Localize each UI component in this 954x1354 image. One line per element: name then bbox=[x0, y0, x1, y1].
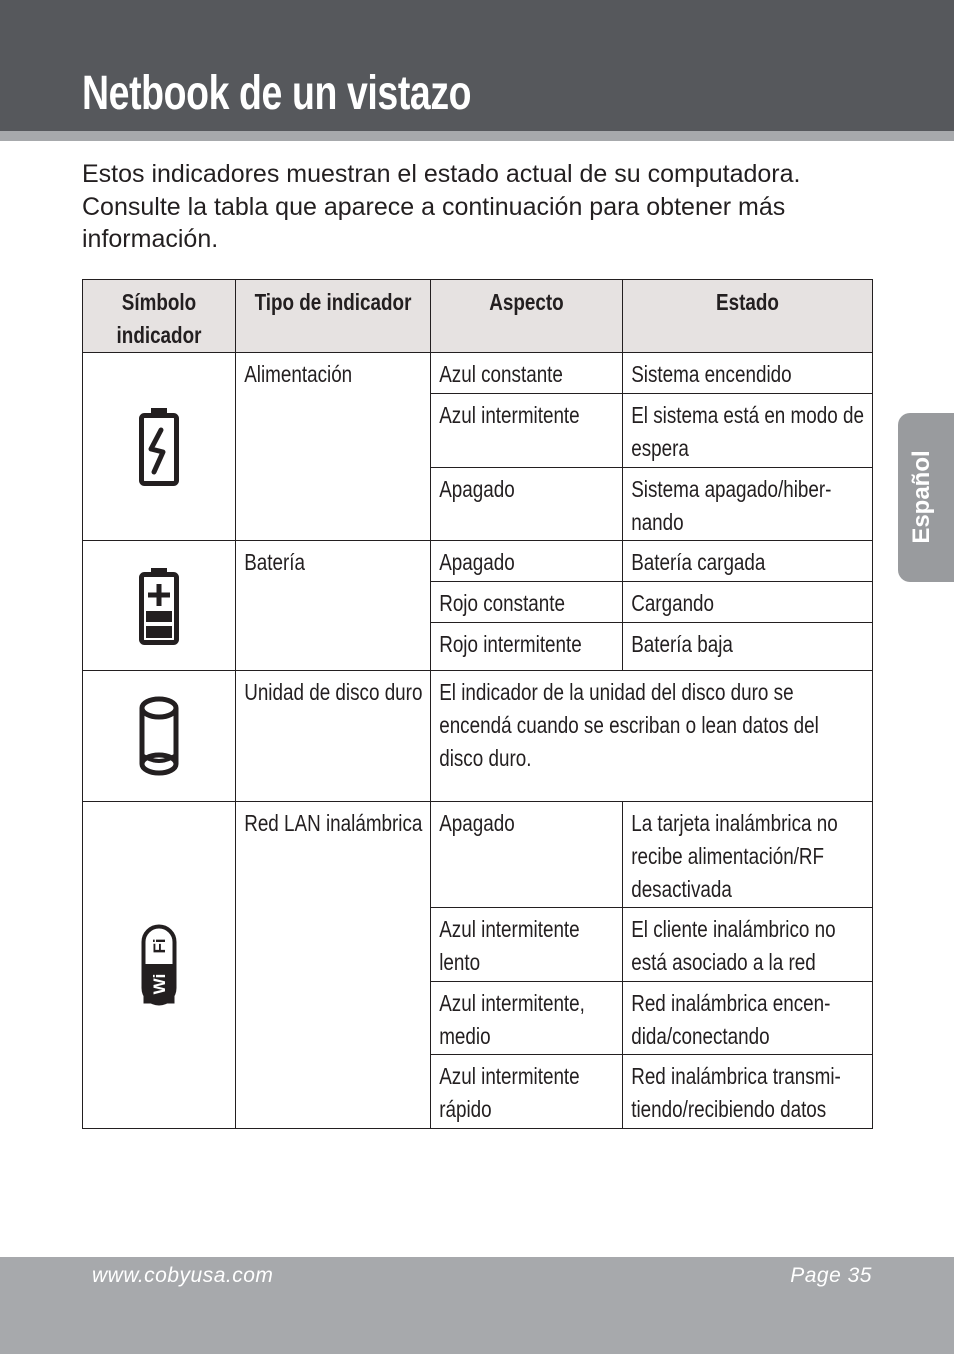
wifi-status-4: Red inalámbrica transmi-tiendo/recibiendo datos bbox=[631, 1063, 841, 1122]
power-type-label: Alimentación bbox=[244, 361, 353, 387]
battery-icon bbox=[137, 566, 181, 646]
header-appearance-label: Aspecto bbox=[489, 289, 564, 315]
wifi-appearance-3: Azul intermitente, medio bbox=[439, 990, 585, 1049]
hard-disk-icon bbox=[137, 695, 181, 777]
wifi-appearance-2: Azul intermitente lento bbox=[439, 916, 580, 975]
table-cell bbox=[623, 802, 873, 908]
battery-status-1: Batería cargada bbox=[631, 549, 766, 575]
header-stripe bbox=[0, 131, 954, 141]
power-appearance-1: Azul constante bbox=[439, 361, 563, 387]
battery-type-label: Batería bbox=[244, 549, 306, 575]
power-appearance-2: Azul intermitente bbox=[439, 402, 580, 428]
footer-url: www.cobyusa.com bbox=[92, 1264, 274, 1287]
wifi-status-1: La tarjeta inalámbrica no recibe alimentación/RF desactivada bbox=[631, 810, 838, 902]
table-cell bbox=[623, 908, 873, 982]
battery-type-cell bbox=[236, 541, 431, 671]
table-row bbox=[83, 671, 873, 802]
table-cell bbox=[623, 541, 873, 582]
battery-appearance-3: Rojo intermitente bbox=[439, 631, 582, 657]
table-cell bbox=[431, 353, 623, 394]
header-status bbox=[623, 280, 873, 353]
battery-status-2: Cargando bbox=[631, 590, 715, 616]
page-title: Netbook de un vistazo bbox=[82, 67, 472, 120]
header-symbol-line2: indicador bbox=[116, 322, 202, 348]
table-cell bbox=[431, 541, 623, 582]
power-status-2: El sistema está en modo de espera bbox=[631, 402, 864, 461]
power-status-1: Sistema encendido bbox=[631, 361, 792, 387]
power-status-3: Sistema apagado/hiber-nando bbox=[631, 476, 832, 535]
header-type-label: Tipo de indicador bbox=[254, 289, 412, 315]
power-type-cell bbox=[236, 353, 431, 541]
table-cell bbox=[431, 394, 623, 468]
power-icon bbox=[137, 406, 181, 488]
header-type bbox=[236, 280, 431, 353]
table-cell bbox=[431, 582, 623, 623]
hard-disk-type-label: Unidad de disco duro bbox=[244, 679, 423, 705]
indicator-table bbox=[82, 279, 873, 1129]
header-status-label: Estado bbox=[716, 289, 779, 315]
hard-disk-type-cell bbox=[236, 671, 431, 802]
wifi-type-cell bbox=[236, 802, 431, 1129]
header-symbol bbox=[83, 280, 236, 353]
wifi-icon-cell bbox=[83, 802, 236, 1129]
header-appearance bbox=[431, 280, 623, 353]
hard-disk-icon-cell bbox=[83, 671, 236, 802]
header-symbol-line1: Símbolo bbox=[121, 289, 197, 315]
table-cell bbox=[431, 908, 623, 982]
intro-paragraph: Estos indicadores muestran el estado actual de su computadora. Consulte la tabla que aparece a continuación para obtener más información. bbox=[82, 160, 801, 253]
wifi-icon bbox=[141, 924, 177, 1006]
table-cell bbox=[623, 394, 873, 468]
table-cell bbox=[623, 1055, 873, 1129]
wifi-appearance-1: Apagado bbox=[439, 810, 515, 836]
power-icon-cell bbox=[83, 353, 236, 541]
table-header-row bbox=[83, 280, 873, 353]
table-cell bbox=[431, 982, 623, 1055]
battery-icon-cell bbox=[83, 541, 236, 671]
wifi-status-2: El cliente inalámbrico no está asociado a la red bbox=[631, 916, 836, 975]
table-cell bbox=[431, 623, 623, 671]
table-cell bbox=[623, 582, 873, 623]
table-cell bbox=[623, 982, 873, 1055]
wifi-icon-wi: Wi bbox=[150, 973, 169, 995]
wifi-type-label: Red LAN inalámbrica bbox=[244, 810, 423, 836]
table-cell bbox=[431, 468, 623, 541]
wifi-appearance-4: Azul intermitente rápido bbox=[439, 1063, 580, 1122]
table-cell bbox=[623, 353, 873, 394]
table-row bbox=[83, 802, 873, 908]
table-row bbox=[83, 541, 873, 582]
table-cell bbox=[623, 623, 873, 671]
battery-appearance-1: Apagado bbox=[439, 549, 515, 575]
language-tab-label: Español bbox=[908, 450, 935, 544]
battery-appearance-2: Rojo constante bbox=[439, 590, 566, 616]
table-row bbox=[83, 353, 873, 394]
table-cell bbox=[623, 468, 873, 541]
hard-disk-description-cell bbox=[431, 671, 873, 802]
table-cell bbox=[431, 802, 623, 908]
power-appearance-3: Apagado bbox=[439, 476, 515, 502]
battery-status-3: Batería baja bbox=[631, 631, 733, 657]
table-cell bbox=[431, 1055, 623, 1129]
hard-disk-description: El indicador de la unidad del disco duro se encendá cuando se escriban o lean datos del disco duro. bbox=[439, 679, 819, 771]
wifi-status-3: Red inalámbrica encen-dida/conectando bbox=[631, 990, 831, 1049]
wifi-icon-fi: Fi bbox=[150, 938, 169, 954]
footer-page-number: Page 35 bbox=[790, 1264, 872, 1287]
